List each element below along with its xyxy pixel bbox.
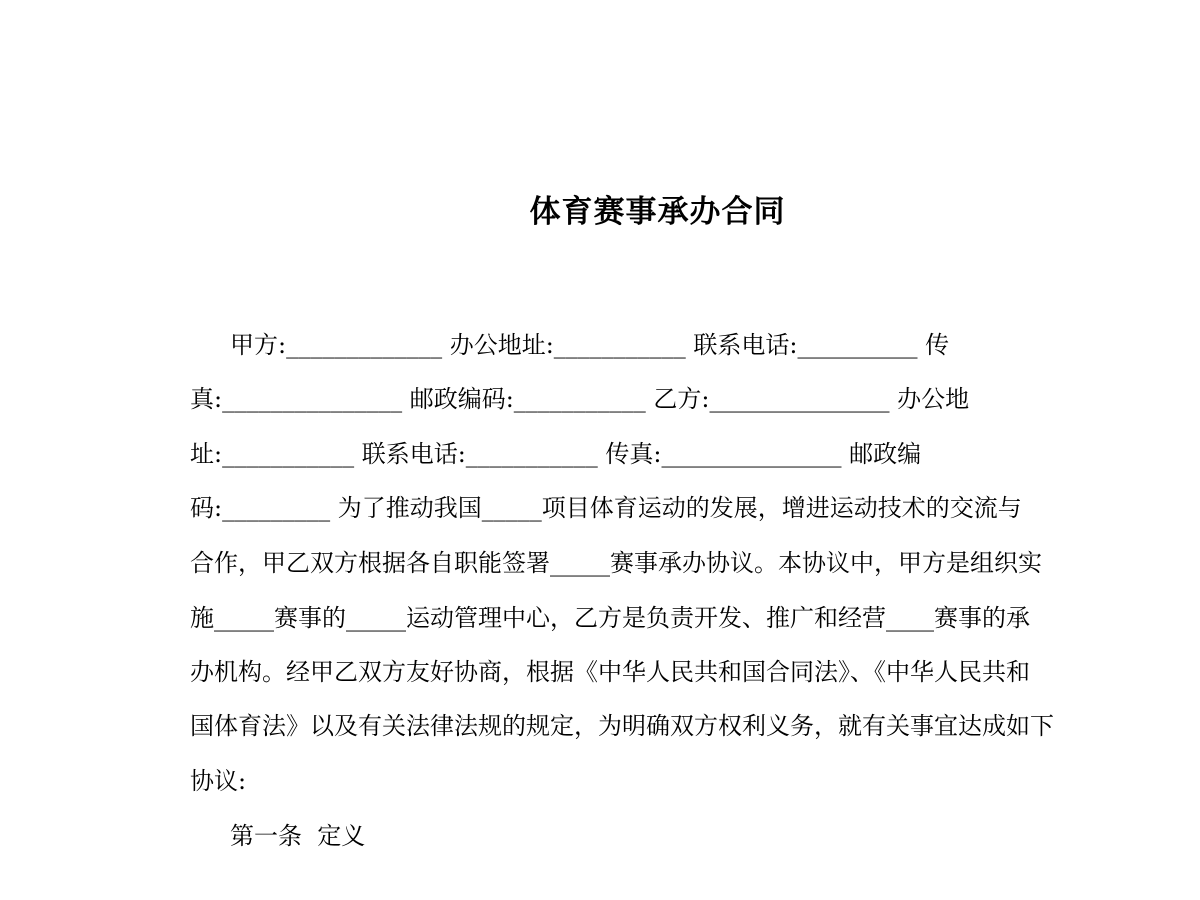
body-line-1: 甲方:_____________ 办公地址:___________ 联系电话:__________ 传 bbox=[230, 331, 950, 359]
body-line-4: 码:_________ 为了推动我国_____项目体育运动的发展，增进运动技术的交流与 bbox=[190, 494, 1022, 522]
section-heading: 第一条 定义 bbox=[230, 822, 366, 850]
document-title: 体育赛事承办合同 bbox=[529, 194, 786, 230]
body-line-2: 真:_______________ 邮政编码:___________ 乙方:_______________ 办公地 bbox=[190, 385, 970, 413]
body-line-6: 施_____赛事的_____运动管理中心，乙方是负责开发、推广和经营____赛事的承 bbox=[190, 604, 1030, 632]
body-line-3: 址:___________ 联系电话:___________ 传真:_______________ 邮政编 bbox=[190, 440, 922, 468]
body-line-5: 合作，甲乙双方根据各自职能签署_____赛事承办协议。本协议中，甲方是组织实 bbox=[190, 549, 1042, 577]
body-line-9: 协议: bbox=[190, 767, 247, 795]
body-line-7: 办机构。经甲乙双方友好协商，根据《中华人民共和国合同法》、《中华人民共和 bbox=[190, 658, 1030, 686]
body-line-8: 国体育法》以及有关法律法规的规定，为明确双方权利义务，就有关事宜达成如下 bbox=[190, 712, 1054, 740]
